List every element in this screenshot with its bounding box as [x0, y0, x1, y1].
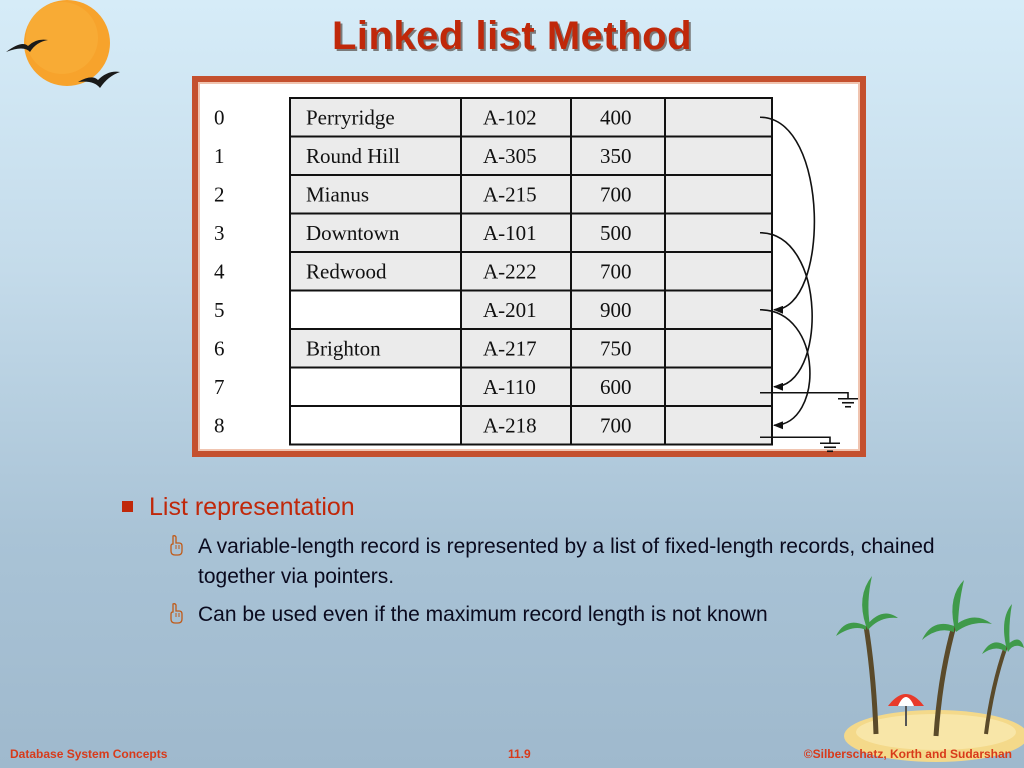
balance: 700: [600, 413, 632, 438]
table-cell: [665, 406, 772, 445]
branch-name: Perryridge: [306, 105, 395, 130]
balance: 750: [600, 336, 632, 361]
table-cell: [290, 368, 461, 407]
pointing-hand-icon: [168, 534, 184, 556]
row-index: 2: [214, 182, 225, 207]
branch-name: Downtown: [306, 220, 400, 245]
bullet-item-text: Can be used even if the maximum record length is not known: [198, 603, 768, 626]
bullet-item: [168, 532, 938, 592]
row-index: 4: [214, 259, 225, 284]
account-number: A-201: [483, 297, 537, 322]
balance: 500: [600, 220, 632, 245]
pointing-hand-icon: [168, 602, 184, 624]
footer-copyright: ©Silberschatz, Korth and Sudarshan: [803, 747, 1012, 761]
row-index: 7: [214, 374, 225, 399]
account-number: A-217: [483, 336, 537, 361]
balance: 350: [600, 143, 632, 168]
slide-title: Linked list Method: [331, 14, 693, 58]
table-cell: [665, 137, 772, 176]
account-number: A-305: [483, 143, 537, 168]
account-number: A-218: [483, 413, 537, 438]
table-cell: [290, 291, 461, 330]
footer-course: Database System Concepts: [10, 747, 168, 761]
row-index: 6: [214, 336, 225, 361]
table-cell: [665, 98, 772, 137]
balance: 600: [600, 374, 632, 399]
bullet-list: [118, 490, 938, 630]
row-index: 5: [214, 297, 225, 322]
bullet-item: [168, 600, 938, 630]
branch-name: Mianus: [306, 182, 369, 207]
table-cell: [290, 406, 461, 445]
balance: 700: [600, 182, 632, 207]
row-index: 1: [214, 143, 225, 168]
account-number: A-215: [483, 182, 537, 207]
account-number: A-102: [483, 105, 537, 130]
branch-name: Redwood: [306, 259, 387, 284]
row-index: 0: [214, 105, 225, 130]
balance: 400: [600, 105, 632, 130]
table-cell: [665, 214, 772, 253]
footer-page-number: 11.9: [508, 747, 531, 761]
null-pointer-line: [760, 393, 848, 399]
branch-name: Brighton: [306, 336, 381, 361]
linked-list-table: [200, 84, 864, 455]
row-index: 3: [214, 220, 225, 245]
table-cell: [665, 368, 772, 407]
account-number: A-222: [483, 259, 537, 284]
account-number: A-101: [483, 220, 537, 245]
branch-name: Round Hill: [306, 143, 400, 168]
bullet-heading: List representation: [149, 493, 355, 521]
palm-island-decoration: [836, 566, 1024, 768]
account-number: A-110: [483, 374, 536, 399]
row-index: 8: [214, 413, 225, 438]
bullet-item-text: A variable-length record is represented by a list of fixed-length records, chained together via pointers.: [198, 535, 935, 588]
square-bullet-icon: [122, 501, 133, 512]
balance: 700: [600, 259, 632, 284]
table-cell: [665, 175, 772, 214]
table-cell: [665, 291, 772, 330]
linked-list-figure: [192, 76, 866, 457]
bullet-level1: [118, 490, 938, 524]
table-cell: [665, 329, 772, 368]
balance: 900: [600, 297, 632, 322]
table-cell: [665, 252, 772, 291]
